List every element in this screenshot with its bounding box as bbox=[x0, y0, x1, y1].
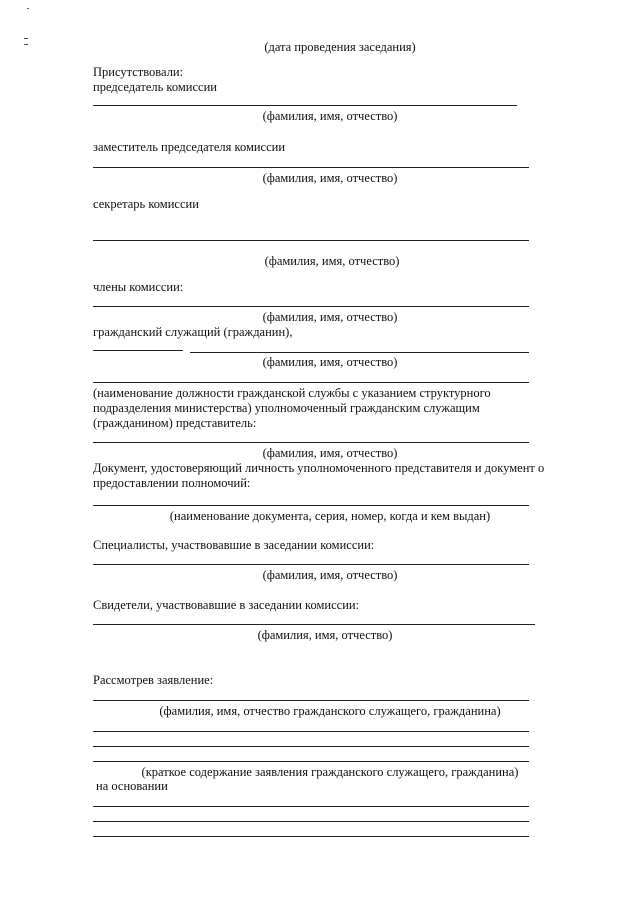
witnesses-label: Свидетели, участвовавшие в заседании комиссии: bbox=[93, 598, 360, 612]
basis-line-2[interactable] bbox=[93, 821, 529, 822]
civil-servant-line-right[interactable] bbox=[190, 352, 529, 353]
scan-mark bbox=[27, 8, 29, 9]
specialists-label: Специалисты, участвовавшие в заседании комиссии: bbox=[93, 538, 375, 552]
position-caption-3: (гражданином) представитель: bbox=[93, 416, 257, 430]
document-line[interactable] bbox=[93, 505, 529, 506]
statement-line-4[interactable] bbox=[93, 761, 529, 762]
basis-line-3[interactable] bbox=[93, 836, 529, 837]
meeting-date-caption: (дата проведения заседания) bbox=[264, 40, 416, 54]
present-heading: Присутствовали: bbox=[93, 65, 184, 79]
witnesses-line[interactable] bbox=[93, 624, 535, 625]
scan-mark bbox=[24, 38, 28, 39]
summary-caption: (краткое содержание заявления гражданского служащего, гражданина) bbox=[141, 765, 519, 779]
document-label-1: Документ, удостоверяющий личность уполномоченного представителя и документ о bbox=[93, 461, 545, 475]
basis-label: на основании bbox=[96, 779, 168, 793]
specialists-line[interactable] bbox=[93, 564, 529, 565]
basis-line-1[interactable] bbox=[93, 806, 529, 807]
statement-line-3[interactable] bbox=[93, 746, 529, 747]
members-fio-caption: (фамилия, имя, отчество) bbox=[262, 310, 398, 324]
document-label-2: предоставлении полномочий: bbox=[93, 476, 251, 490]
representative-fio-caption: (фамилия, имя, отчество) bbox=[262, 446, 398, 460]
position-line[interactable] bbox=[93, 382, 529, 383]
statement-line-2[interactable] bbox=[93, 731, 529, 732]
specialists-fio-caption: (фамилия, имя, отчество) bbox=[262, 568, 398, 582]
deputy-line[interactable] bbox=[93, 167, 529, 168]
civil-servant-line-left[interactable] bbox=[93, 350, 183, 351]
secretary-label: секретарь комиссии bbox=[93, 197, 199, 211]
secretary-fio-caption: (фамилия, имя, отчество) bbox=[264, 254, 400, 268]
position-caption-2: подразделения министерства) уполномоченный гражданским служащим bbox=[93, 401, 480, 415]
deputy-fio-caption: (фамилия, имя, отчество) bbox=[262, 171, 398, 185]
statement-fio-caption: (фамилия, имя, отчество гражданского служащего, гражданина) bbox=[159, 704, 501, 718]
position-caption-1: (наименование должности гражданской службы с указанием структурного bbox=[93, 386, 491, 400]
chairman-label: председатель комиссии bbox=[93, 80, 217, 94]
civil-servant-label: гражданский служащий (гражданин), bbox=[93, 325, 293, 339]
statement-line-1[interactable] bbox=[93, 700, 529, 701]
chairman-line[interactable] bbox=[93, 105, 517, 106]
members-line[interactable] bbox=[93, 306, 529, 307]
secretary-line[interactable] bbox=[93, 240, 529, 241]
members-label: члены комиссии: bbox=[93, 280, 184, 294]
document-caption: (наименование документа, серия, номер, когда и кем выдан) bbox=[169, 509, 491, 523]
chairman-fio-caption: (фамилия, имя, отчество) bbox=[262, 109, 398, 123]
scan-mark bbox=[24, 44, 28, 45]
deputy-label: заместитель председателя комиссии bbox=[93, 140, 286, 154]
witnesses-fio-caption: (фамилия, имя, отчество) bbox=[257, 628, 393, 642]
statement-label: Рассмотрев заявление: bbox=[93, 673, 214, 687]
civil-servant-fio-caption: (фамилия, имя, отчество) bbox=[262, 355, 398, 369]
representative-line[interactable] bbox=[93, 442, 529, 443]
